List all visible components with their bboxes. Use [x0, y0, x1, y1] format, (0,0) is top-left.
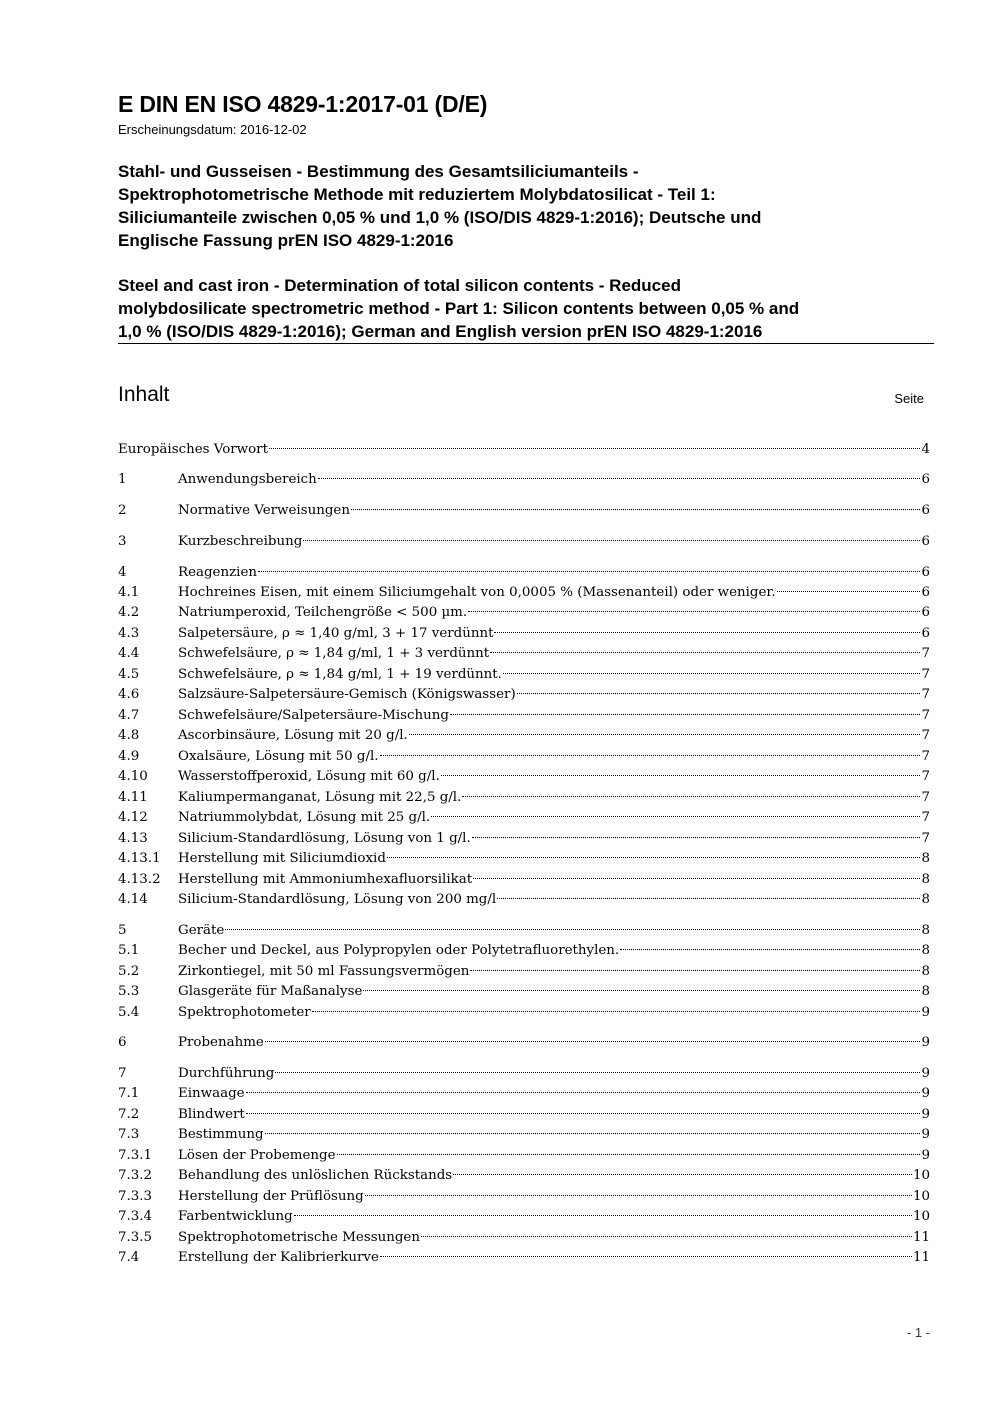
toc-entry-page: 11	[912, 1250, 930, 1265]
toc-entry-page: 7	[921, 646, 930, 661]
title-german-line: Stahl- und Gusseisen - Bestimmung des Gesamtsiliciumanteils -	[118, 162, 639, 181]
toc-entry-title: Oxalsäure, Lösung mit 50 g/l.	[178, 749, 379, 764]
toc-leader-dots	[494, 632, 920, 633]
toc-entry-page: 7	[921, 708, 930, 723]
toc-entry-title: Blindwert	[178, 1107, 245, 1122]
toc-entry-title: Hochreines Eisen, mit einem Siliciumgehalt von 0,0005 % (Massenanteil) oder weniger.	[178, 585, 776, 600]
toc-entry-page: 7	[921, 790, 930, 805]
toc-leader-dots	[303, 540, 920, 541]
toc-entry-page: 10	[912, 1189, 930, 1204]
toc-entry-number: 7.3.3	[118, 1189, 153, 1204]
toc-entry-number: 4.3	[118, 626, 140, 641]
toc-entry-number: 4.13.2	[118, 872, 161, 887]
toc-entry-title: Spektrophotometer	[178, 1005, 311, 1020]
toc-entry-page: 8	[921, 892, 930, 907]
toc-leader-dots	[777, 591, 921, 592]
toc-entry-number: 5	[118, 923, 127, 938]
toc-leader-dots	[312, 1011, 921, 1012]
toc-entry-title: Ascorbinsäure, Lösung mit 20 g/l.	[178, 728, 408, 743]
toc-entry[interactable]	[118, 624, 930, 644]
toc-entry-title: Schwefelsäure, ρ ≈ 1,84 g/ml, 1 + 3 verdünnt	[178, 646, 490, 661]
page-number: - 1 -	[906, 1325, 930, 1340]
toc-entry-page: 6	[921, 472, 930, 487]
toc-entry[interactable]	[118, 890, 930, 910]
toc-entry-title: Farbentwicklung	[178, 1209, 293, 1224]
toc-entry-title: Spektrophotometrische Messungen	[178, 1230, 420, 1245]
toc-entry-number: 4.6	[118, 687, 140, 702]
toc-entry[interactable]	[118, 788, 930, 808]
toc-entry-number: 4.12	[118, 810, 148, 825]
toc-entry[interactable]	[118, 747, 930, 767]
toc-leader-dots	[468, 611, 920, 612]
toc-entry-number: 4.2	[118, 605, 140, 620]
toc-entry-title: Bestimmung	[178, 1127, 264, 1142]
toc-entry-title: Wasserstoffperoxid, Lösung mit 60 g/l.	[178, 769, 440, 784]
toc-entry-number: 5.4	[118, 1005, 140, 1020]
toc-entry-page: 6	[921, 626, 930, 641]
toc-entry-title: Herstellung mit Ammoniumhexafluorsilikat	[178, 872, 473, 887]
toc-entry-title: Geräte	[178, 923, 225, 938]
toc-entry-page: 9	[921, 1035, 930, 1050]
toc-entry[interactable]	[118, 1146, 930, 1166]
toc-entry[interactable]	[118, 767, 930, 787]
toc-entry-number: 2	[118, 503, 127, 518]
toc-entry-page: 7	[921, 831, 930, 846]
toc-leader-dots	[472, 837, 921, 838]
toc-entry-title: Silicium-Standardlösung, Lösung von 200 mg/l	[178, 892, 497, 907]
toc-entry-title: Natriummolybdat, Lösung mit 25 g/l.	[178, 810, 431, 825]
toc-entry-title: Glasgeräte für Maßanalyse	[178, 984, 363, 999]
toc-entry[interactable]	[118, 706, 930, 726]
toc-entry[interactable]	[118, 1064, 930, 1084]
toc-entry-number: 5.1	[118, 943, 140, 958]
toc-entry-title: Behandlung des unlöslichen Rückstands	[178, 1168, 453, 1183]
toc-leader-dots	[462, 796, 920, 797]
toc-entry-page: 7	[921, 687, 930, 702]
toc-leader-dots	[363, 990, 920, 991]
toc-entry-number: 4.14	[118, 892, 148, 907]
toc-entry-page: 8	[921, 964, 930, 979]
toc-entry-page: 7	[921, 810, 930, 825]
toc-leader-dots	[265, 1133, 921, 1134]
toc-leader-dots	[269, 448, 921, 449]
toc-leader-dots	[275, 1072, 920, 1073]
toc-entry-page: 6	[921, 565, 930, 580]
toc-leader-dots	[337, 1154, 921, 1155]
toc-leader-dots	[450, 714, 921, 715]
toc-entry-number: 7.3.2	[118, 1168, 153, 1183]
toc-leader-dots	[497, 898, 920, 899]
toc-entry-number: 4.8	[118, 728, 140, 743]
title-german	[118, 160, 928, 252]
title-divider	[118, 343, 934, 344]
toc-leader-dots	[387, 857, 921, 858]
toc-entry[interactable]	[118, 532, 930, 552]
toc-entry-page: 9	[921, 1005, 930, 1020]
toc-leader-dots	[351, 509, 921, 510]
toc-entry-page: 6	[921, 503, 930, 518]
toc-entry-title: Kaliumpermanganat, Lösung mit 22,5 g/l.	[178, 790, 462, 805]
toc-leader-dots	[225, 929, 920, 930]
toc-entry-number: 4.13	[118, 831, 148, 846]
toc-leader-dots	[380, 1256, 912, 1257]
toc-entry[interactable]	[118, 563, 930, 583]
toc-leader-dots	[318, 478, 921, 479]
toc-entry-number: 4.4	[118, 646, 140, 661]
toc-entry-number: 5.2	[118, 964, 140, 979]
toc-entry[interactable]	[118, 726, 930, 746]
title-german-line: Spektrophotometrische Methode mit reduziertem Molybdatosilicat - Teil 1:	[118, 185, 716, 204]
toc-entry-number: 7.3	[118, 1127, 140, 1142]
document-title: E DIN EN ISO 4829-1:2017-01 (D/E)	[118, 91, 488, 117]
toc-heading: Inhalt	[118, 383, 170, 406]
toc-entry-number: 4.10	[118, 769, 148, 784]
toc-entry[interactable]	[118, 685, 930, 705]
toc-leader-dots	[453, 1174, 912, 1175]
toc-entry[interactable]	[118, 1125, 930, 1145]
toc-entry-page: 6	[921, 605, 930, 620]
title-english-line: Steel and cast iron - Determination of total silicon contents - Reduced	[118, 276, 681, 295]
toc-entry-title: Erstellung der Kalibrierkurve	[178, 1250, 379, 1265]
toc-leader-dots	[441, 775, 921, 776]
toc-entry-title: Zirkontiegel, mit 50 ml Fassungsvermögen	[178, 964, 470, 979]
toc-leader-dots	[380, 755, 921, 756]
toc-entry-page: 4	[921, 442, 930, 457]
toc-entry-title: Normative Verweisungen	[178, 503, 350, 518]
toc-entry-number: 6	[118, 1035, 127, 1050]
toc-page-column-label: Seite	[894, 391, 924, 406]
toc-entry-title: Herstellung mit Siliciumdioxid	[178, 851, 386, 866]
toc-entry-page: 6	[921, 534, 930, 549]
toc-entry[interactable]	[118, 1207, 930, 1227]
toc-leader-dots	[421, 1236, 912, 1237]
toc-entry[interactable]	[118, 603, 930, 623]
toc-entry-page: 10	[912, 1168, 930, 1183]
toc-entry-number: 4.1	[118, 585, 140, 600]
toc-entry-title: Lösen der Probemenge	[178, 1148, 336, 1163]
toc-entry-page: 8	[921, 851, 930, 866]
toc-entry-number: 7.3.1	[118, 1148, 153, 1163]
toc-entry-title: Schwefelsäure/Salpetersäure-Mischung	[178, 708, 449, 723]
toc-leader-dots	[503, 673, 921, 674]
toc-leader-dots	[431, 816, 920, 817]
toc-leader-dots	[470, 970, 920, 971]
toc-entry[interactable]	[118, 501, 930, 521]
toc-entry-number: 4.13.1	[118, 851, 161, 866]
toc-leader-dots	[294, 1215, 912, 1216]
toc-entry[interactable]	[118, 921, 930, 941]
toc-entry-title: Europäisches Vorwort	[118, 442, 268, 457]
toc-entry[interactable]	[118, 870, 930, 890]
toc-entry-title: Schwefelsäure, ρ ≈ 1,84 g/ml, 1 + 19 verdünnt.	[178, 667, 502, 682]
toc-entry-number: 4	[118, 565, 127, 580]
toc-entry-number: 4.7	[118, 708, 140, 723]
toc-entry-number: 3	[118, 534, 127, 549]
toc-entry-title: Kurzbeschreibung	[178, 534, 303, 549]
toc-leader-dots	[473, 878, 920, 879]
toc-leader-dots	[517, 693, 921, 694]
release-date: Erscheinungsdatum: 2016-12-02	[118, 122, 307, 137]
toc-entry[interactable]	[118, 1033, 930, 1053]
toc-entry[interactable]	[118, 941, 930, 961]
toc-entry[interactable]	[118, 665, 930, 685]
toc-entry-page: 9	[921, 1107, 930, 1122]
toc-entry-title: Durchführung	[178, 1066, 275, 1081]
toc-entry-page: 11	[912, 1230, 930, 1245]
toc-entry-page: 9	[921, 1127, 930, 1142]
title-english-line: molybdosilicate spectrometric method - Part 1: Silicon contents between 0,05 % and	[118, 299, 800, 318]
toc-entry-page: 8	[921, 943, 930, 958]
toc-leader-dots	[246, 1092, 921, 1093]
toc-entry[interactable]	[118, 982, 930, 1002]
toc-entry-title: Anwendungsbereich	[178, 472, 317, 487]
toc-leader-dots	[365, 1195, 912, 1196]
toc-entry-page: 7	[921, 749, 930, 764]
toc-entry-number: 4.11	[118, 790, 148, 805]
toc-entry[interactable]	[118, 644, 930, 664]
toc-entry-title: Salzsäure-Salpetersäure-Gemisch (Königswasser)	[178, 687, 516, 702]
toc-entry[interactable]	[118, 1187, 930, 1207]
toc-entry[interactable]	[118, 849, 930, 869]
toc-entry-page: 8	[921, 923, 930, 938]
toc-entry[interactable]	[118, 1166, 930, 1186]
toc-entry-number: 7.2	[118, 1107, 140, 1122]
toc-entry-title: Reagenzien	[178, 565, 257, 580]
toc-entry-page: 9	[921, 1148, 930, 1163]
toc-entry[interactable]	[118, 962, 930, 982]
toc-entry-number: 7.3.5	[118, 1230, 153, 1245]
toc-entry-number: 4.9	[118, 749, 140, 764]
toc-entry-page: 9	[921, 1086, 930, 1101]
toc-entry-number: 4.5	[118, 667, 140, 682]
toc-entry-number: 7.4	[118, 1250, 140, 1265]
toc-entry-page: 10	[912, 1209, 930, 1224]
toc-entry-page: 9	[921, 1066, 930, 1081]
toc-entry-title: Natriumperoxid, Teilchengröße < 500 µm.	[178, 605, 468, 620]
toc-entry-page: 7	[921, 769, 930, 784]
toc-leader-dots	[246, 1113, 921, 1114]
toc-leader-dots	[620, 949, 920, 950]
toc-leader-dots	[258, 571, 920, 572]
toc-entry[interactable]	[118, 583, 930, 603]
title-german-line: Englische Fassung prEN ISO 4829-1:2016	[118, 231, 454, 250]
toc-entry-title: Becher und Deckel, aus Polypropylen oder Polytetrafluorethylen.	[178, 943, 620, 958]
toc-entry[interactable]	[118, 1228, 930, 1248]
toc-entry-title: Salpetersäure, ρ ≈ 1,40 g/ml, 3 + 17 verdünnt	[178, 626, 494, 641]
title-english-line: 1,0 % (ISO/DIS 4829-1:2016); German and English version prEN ISO 4829-1:2016	[118, 322, 763, 341]
title-english	[118, 274, 928, 343]
toc-entry[interactable]	[118, 829, 930, 849]
toc-entry-title: Probenahme	[178, 1035, 264, 1050]
toc-entry-number: 7.3.4	[118, 1209, 153, 1224]
toc-entry-number: 7	[118, 1066, 127, 1081]
toc-leader-dots	[265, 1041, 921, 1042]
toc-entry-page: 6	[921, 585, 930, 600]
toc-entry[interactable]	[118, 470, 930, 490]
title-german-line: Siliciumanteile zwischen 0,05 % und 1,0 % (ISO/DIS 4829-1:2016); Deutsche und	[118, 208, 762, 227]
toc-entry[interactable]	[118, 808, 930, 828]
toc-entry-page: 8	[921, 872, 930, 887]
toc-leader-dots	[409, 734, 921, 735]
toc-entry-number: 5.3	[118, 984, 140, 999]
toc-entry-title: Einwaage	[178, 1086, 245, 1101]
toc-entry[interactable]	[118, 1003, 930, 1023]
toc-entry-title: Silicium-Standardlösung, Lösung von 1 g/l.	[178, 831, 471, 846]
toc-entry[interactable]	[118, 1084, 930, 1104]
toc-entry-number: 1	[118, 472, 127, 487]
toc-entry-number: 7.1	[118, 1086, 140, 1101]
toc-entry[interactable]	[118, 440, 930, 460]
toc-entry-page: 8	[921, 984, 930, 999]
toc-entry[interactable]	[118, 1105, 930, 1125]
toc-entry-page: 7	[921, 728, 930, 743]
toc-entry[interactable]	[118, 1248, 930, 1268]
toc-leader-dots	[490, 652, 920, 653]
toc-entry-title: Herstellung der Prüflösung	[178, 1189, 364, 1204]
toc-entry-page: 7	[921, 667, 930, 682]
